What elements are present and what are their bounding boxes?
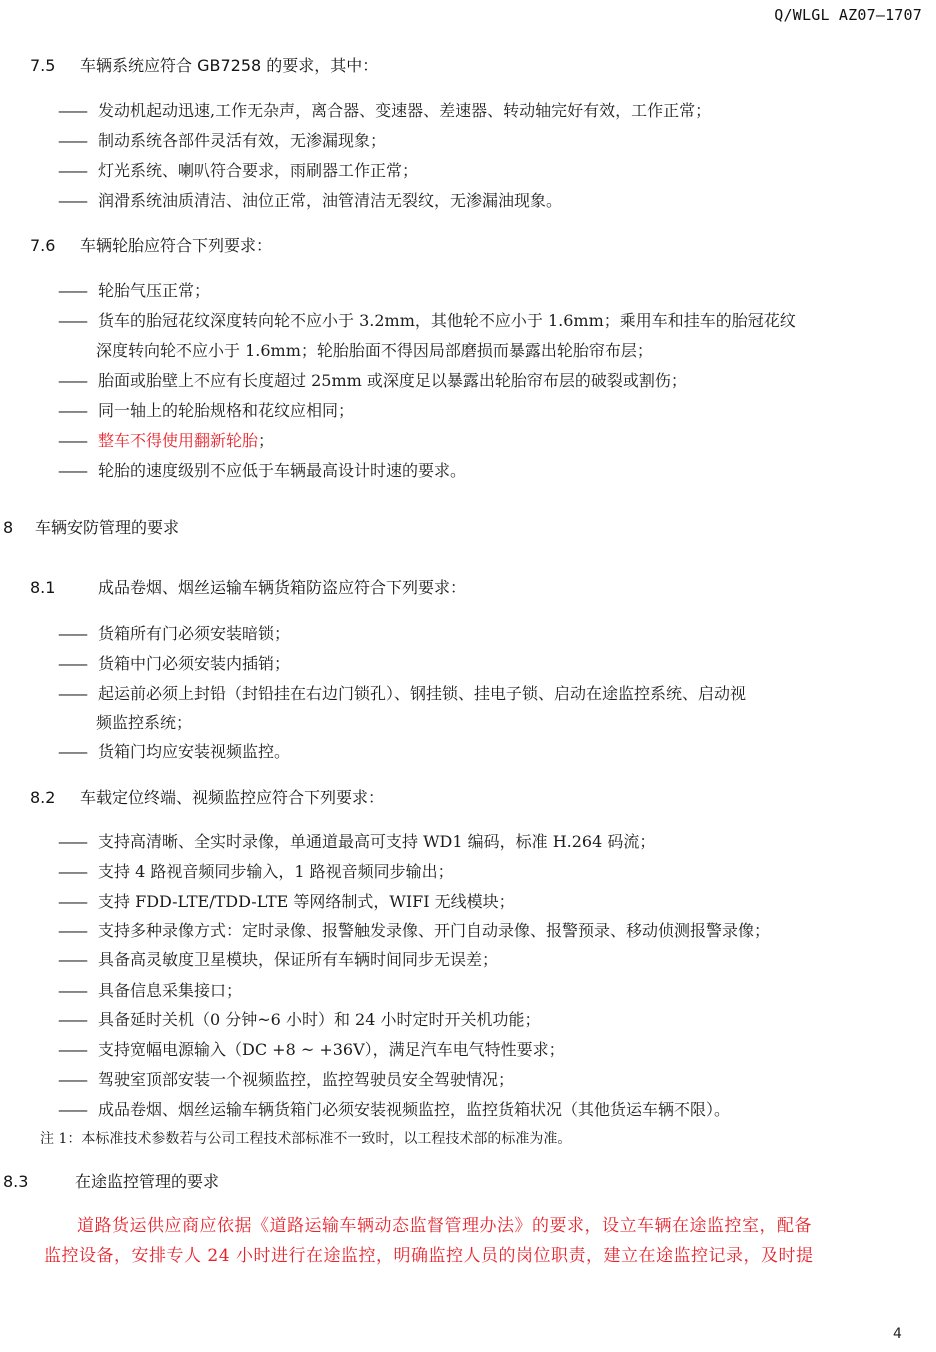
list-item-continuation: 深度转向轮不应小于 1.6mm；轮胎胎面不得因局部磨损而暴露出轮胎帘布层； [96,341,653,360]
dash-marker: —— [58,624,86,643]
list-item: —— 灯光系统、喇叭符合要求，雨刷器工作正常； [58,161,419,180]
dash-marker: —— [58,1010,86,1029]
document-code: Q/WLGL AZ07—1707 [774,6,922,24]
dash-marker: —— [58,950,86,969]
list-item: —— 成品卷烟、烟丝运输车辆货箱门必须安装视频监控，监控货箱状况（其他货运车辆不限）。 [58,1100,731,1119]
dash-marker: —— [58,311,86,330]
list-item-continuation: 频监控系统； [96,713,193,732]
section-number: 8.1 [30,578,56,597]
list-item: —— 轮胎的速度级别不应低于车辆最高设计时速的要求。 [58,461,467,480]
highlighted-text: 整车不得使用翻新轮胎 [98,431,259,450]
section-heading-7-5 [30,56,378,76]
dash-marker: —— [58,161,86,180]
list-item: —— 支持高清晰、全实时录像，单通道最高可支持 WD1 编码，标准 H.264 码流； [58,832,656,851]
list-item-highlighted: —— 整车不得使用翻新轮胎； [58,431,275,450]
dash-marker: —— [58,684,86,703]
list-item: —— 具备高灵敏度卫星模块，保证所有车辆时间同步无误差； [58,950,499,969]
dash-marker: —— [58,832,86,851]
dash-marker: —— [58,654,86,673]
section-title: 车辆轮胎应符合下列要求： [80,236,273,255]
list-item: —— 货箱中门必须安装内插销； [58,654,291,673]
list-item: —— 制动系统各部件灵活有效，无渗漏现象； [58,131,387,150]
dash-marker: —— [58,371,86,390]
dash-marker: —— [58,431,86,450]
list-item: —— 驾驶室顶部安装一个视频监控，监控驾驶员安全驾驶情况； [58,1070,515,1089]
list-item: —— 胎面或胎壁上不应有长度超过 25mm 或深度足以暴露出轮胎帘布层的破裂或割伤； [58,371,687,390]
section-heading-8-2 [30,788,384,808]
dash-marker: —— [58,981,86,1000]
list-item: —— 润滑系统油质清洁、油位正常，油管清洁无裂纹，无渗漏油现象。 [58,191,563,210]
list-item: —— 支持 FDD-LTE/TDD-LTE 等网络制式，WIFI 无线模块； [58,892,515,911]
dash-marker: —— [58,1100,86,1119]
dash-marker: —— [58,1040,86,1059]
list-item: —— 支持宽幅电源输入（DC +8 ~ +36V），满足汽车电气特性要求； [58,1040,565,1059]
list-item: —— 同一轴上的轮胎规格和花纹应相同； [58,401,355,420]
chapter-heading-8 [3,518,179,538]
paragraph-line: 监控设备，安排专人 24 小时进行在途监控，明确监控人员的岗位职责，建立在途监控记录，及时提 [44,1246,814,1266]
section-number: 8.3 [3,1172,29,1191]
list-item: —— 具备信息采集接口； [58,981,243,1000]
dash-marker: —— [58,281,86,300]
chapter-number: 8 [3,518,14,537]
list-item: —— 货箱所有门必须安装暗锁； [58,624,291,643]
dash-marker: —— [58,862,86,881]
dash-marker: —— [58,742,86,761]
dash-marker: —— [58,921,86,940]
list-item: —— 发动机起动迅速,工作无杂声，离合器、变速器、差速器、转动轴完好有效，工作正常； [58,101,712,120]
chapter-title: 车辆安防管理的要求 [35,518,180,537]
section-heading-7-6 [30,236,272,256]
section-number: 8.2 [30,788,56,807]
dash-marker: —— [58,461,86,480]
dash-marker: —— [58,101,86,120]
list-item: —— 货箱门均应安装视频监控。 [58,742,291,761]
dash-marker: —— [58,401,86,420]
list-item: —— 支持多种录像方式：定时录像、报警触发录像、开门自动录像、报警预录、移动侦测报警录像； [58,921,771,940]
section-title: 在途监控管理的要求 [75,1172,220,1191]
list-item: —— 起运前必须上封铅（封铅挂在右边门锁孔）、钢挂锁、挂电子锁、启动在途监控系统、启动视 [58,684,747,703]
section-heading-8-3 [3,1172,219,1192]
dash-marker: —— [58,191,86,210]
section-title: 车载定位终端、视频监控应符合下列要求： [80,788,385,807]
section-number: 7.6 [30,236,56,255]
paragraph-line: 道路货运供应商应依据《道路运输车辆动态监督管理办法》的要求，设立车辆在途监控室，配备 [77,1216,812,1236]
dash-marker: —— [58,131,86,150]
page-number: 4 [893,1326,902,1342]
section-number: 7.5 [30,56,56,75]
section-title: 车辆系统应符合 GB7258 的要求，其中： [80,56,379,75]
note-text: 注 1：本标准技术参数若与公司工程技术部标准不一致时，以工程技术部的标准为准。 [40,1131,572,1147]
section-heading-8-1 [30,578,466,598]
dash-marker: —— [58,892,86,911]
dash-marker: —— [58,1070,86,1089]
list-item: —— 支持 4 路视音频同步输入，1 路视音频同步输出； [58,862,454,881]
list-item: —— 货车的胎冠花纹深度转向轮不应小于 3.2mm，其他轮不应小于 1.6mm；乘用车和挂车的胎冠花纹 [58,311,796,330]
list-item: —— 具备延时关机（0 分钟~6 小时）和 24 小时定时开关机功能； [58,1010,541,1029]
section-title: 成品卷烟、烟丝运输车辆货箱防盗应符合下列要求： [98,578,467,597]
list-item: —— 轮胎气压正常； [58,281,211,300]
